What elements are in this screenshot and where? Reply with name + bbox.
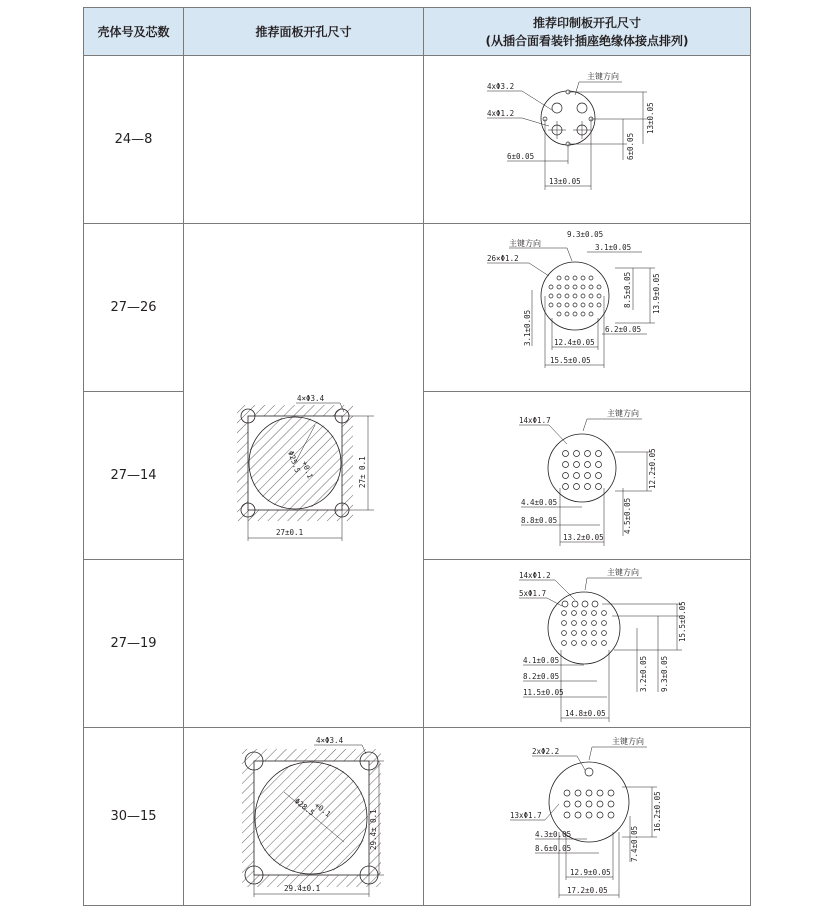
pin-hole	[573, 294, 577, 298]
dim-2: 4.1±0.05	[523, 655, 560, 665]
dim-v1: 13±0.05	[646, 101, 655, 134]
header-row	[84, 8, 751, 56]
row-24-8	[84, 56, 751, 224]
pin-hole	[564, 801, 570, 807]
pin-hole	[602, 610, 607, 615]
pin-hole	[597, 801, 603, 807]
pcb-drawing-27-19	[437, 564, 737, 724]
holes-label-a: 2xΦ2.2	[532, 746, 560, 756]
dim-8: 15.5±0.05	[550, 355, 591, 365]
pin-hole	[575, 801, 581, 807]
pcb-27-26	[424, 224, 751, 392]
pin-hole	[574, 461, 580, 467]
pin-hole	[572, 601, 578, 607]
pin-hole	[596, 450, 602, 456]
pin-hole	[592, 620, 597, 625]
dim-3: 8.2±0.05	[523, 671, 560, 681]
dim-6: 9.3±0.05	[660, 655, 669, 692]
holes-label-b: 5xΦ1.7	[519, 588, 547, 598]
pin-hole	[562, 630, 567, 635]
pin-hole	[574, 472, 580, 478]
pin-hole	[608, 790, 614, 796]
panel-30	[184, 728, 424, 906]
pcb-27-14	[424, 392, 751, 560]
pin-hole	[585, 461, 591, 467]
dim-4: 11.5±0.05	[523, 687, 564, 697]
panel-dia: Φ25.5	[285, 449, 302, 474]
pin-hole	[573, 312, 577, 316]
pin-hole	[574, 450, 580, 456]
header-pcb-line1: 推荐印制板开孔尺寸	[532, 15, 641, 30]
pin-hole	[582, 620, 587, 625]
pin-hole	[572, 620, 577, 625]
panel-drawing-27	[234, 393, 374, 556]
dim-7: 14.8±0.05	[565, 708, 606, 718]
pin-hole	[575, 790, 581, 796]
dim-5: 12.9±0.05	[570, 867, 611, 877]
pcb-30-15	[424, 728, 751, 906]
pin-hole	[581, 276, 585, 280]
dim-1: 15.5±0.05	[678, 600, 687, 642]
pin-hole	[572, 610, 577, 615]
pin-hole	[549, 294, 553, 298]
dim-4: 4.5±0.05	[623, 497, 632, 534]
header-model: 壳体号及芯数	[84, 8, 184, 56]
dim-5: 13.2±0.05	[563, 532, 604, 542]
dim-2: 3.1±0.05	[595, 242, 632, 252]
pin-hole	[557, 312, 561, 316]
panel-holes-label: 4×Φ3.4	[296, 393, 324, 403]
pin-hole	[582, 601, 588, 607]
pin-hole	[596, 472, 602, 478]
panel-holes-label: 4×Φ3.4	[315, 735, 343, 745]
pin-hole	[572, 630, 577, 635]
panel-dia: Φ28.5	[292, 795, 316, 817]
dim-5: 3.2±0.05	[639, 655, 648, 692]
key-direction-label: 主键方向	[607, 567, 639, 577]
holes-label-b: 4xΦ1.2	[487, 108, 515, 118]
connector-outline	[548, 434, 616, 502]
pin-hole	[549, 285, 553, 289]
pin-hole	[586, 812, 592, 818]
pin-hole	[581, 312, 585, 316]
pin-hole	[562, 620, 567, 625]
pin-hole	[564, 812, 570, 818]
pin-hole	[573, 285, 577, 289]
spec-table	[83, 7, 751, 906]
panel-dia-tol: +0.1	[312, 799, 333, 819]
pin-hole	[586, 801, 592, 807]
pin-hole	[565, 276, 569, 280]
panel-w: 27±0.1	[275, 527, 303, 537]
pin-hole	[565, 312, 569, 316]
holes-label-b: 13xΦ1.7	[510, 810, 542, 820]
model-24-8: 24—8	[84, 56, 184, 224]
dim-4: 13.9±0.05	[652, 272, 661, 314]
row-30-15	[84, 728, 751, 906]
pcb-27-19	[424, 560, 751, 728]
header-pcb-line2: (从插合面看装针插座绝缘体接点排列)	[485, 33, 689, 48]
pin-hole	[563, 483, 569, 489]
dim-1: 9.3±0.05	[567, 229, 604, 239]
pin-hole	[562, 640, 567, 645]
pin-hole	[564, 790, 570, 796]
pin-hole	[597, 294, 601, 298]
model-30-15: 30—15	[84, 728, 184, 906]
header-panel: 推荐面板开孔尺寸	[184, 8, 424, 56]
panel-drawing-30	[224, 732, 384, 902]
holes-label-a: 14xΦ1.2	[519, 570, 551, 580]
dim-6: 17.2±0.05	[567, 885, 608, 895]
pin-hole	[565, 303, 569, 307]
pin-hole	[562, 601, 568, 607]
pin-hole	[562, 610, 567, 615]
pin-hole	[575, 812, 581, 818]
dim-3: 8.6±0.05	[535, 843, 572, 853]
model-27-26: 27—26	[84, 224, 184, 392]
pin-hole	[589, 294, 593, 298]
dim-3: 8.8±0.05	[521, 515, 558, 525]
pin-hole	[602, 620, 607, 625]
dim-v2: 6±0.05	[626, 132, 635, 160]
holes-label: 26×Φ1.2	[487, 253, 519, 263]
dim-7: 12.4±0.05	[554, 337, 595, 347]
pin-hole	[581, 294, 585, 298]
model-27-19: 27—19	[84, 560, 184, 728]
key-direction-label: 主键方向	[509, 238, 541, 248]
pin-hole	[573, 303, 577, 307]
pin-hole	[582, 630, 587, 635]
dim-1: 16.2±0.05	[653, 790, 662, 832]
panel-empty	[184, 56, 424, 224]
pin-hole	[602, 640, 607, 645]
pcb-24-8	[424, 56, 751, 224]
dim-2: 4.3±0.05	[535, 829, 572, 839]
pin-hole	[589, 312, 593, 316]
pin-hole	[565, 294, 569, 298]
pin-hole	[592, 640, 597, 645]
pin-hole	[589, 276, 593, 280]
pin-hole	[597, 790, 603, 796]
pin-hole	[581, 303, 585, 307]
pin-hole	[563, 450, 569, 456]
pin-hole	[592, 601, 598, 607]
pin-hole	[608, 812, 614, 818]
pin-hole	[565, 285, 569, 289]
dim-1: 12.2±0.05	[648, 447, 657, 489]
pin-hole	[592, 610, 597, 615]
connector-outline	[541, 91, 595, 145]
pin-hole	[592, 630, 597, 635]
key-direction-label: 主键方向	[612, 736, 644, 746]
pin-hole	[549, 303, 553, 307]
pin-hole	[597, 812, 603, 818]
pin-hole	[602, 630, 607, 635]
pin-hole	[557, 276, 561, 280]
holes-label-a: 4xΦ3.2	[487, 81, 515, 91]
pin-hole	[557, 285, 561, 289]
row-27-26	[84, 224, 751, 392]
pcb-drawing-27-14	[437, 396, 737, 556]
dim-6: 3.1±0.05	[523, 309, 532, 346]
pin-hole	[582, 610, 587, 615]
dim-5: 6.2±0.05	[605, 324, 642, 334]
dim-h2: 13±0.05	[549, 176, 581, 186]
pin-hole	[597, 285, 601, 289]
panel-dia-tol: +0.1	[299, 459, 315, 480]
model-27-14: 27—14	[84, 392, 184, 560]
pin-hole	[573, 276, 577, 280]
pcb-drawing-30-15	[437, 732, 737, 902]
dim-h1: 6±0.05	[507, 151, 535, 161]
pin-hole	[596, 483, 602, 489]
pin-hole	[581, 285, 585, 289]
header-pcb	[424, 8, 751, 56]
dim-3: 8.5±0.05	[623, 271, 632, 308]
pin-hole	[586, 790, 592, 796]
key-direction-label: 主键方向	[607, 408, 639, 418]
pin-hole	[557, 303, 561, 307]
panel-h: 29.4± 0.1	[368, 808, 378, 850]
pin-hole	[557, 294, 561, 298]
pin-hole	[563, 461, 569, 467]
pin-hole	[585, 450, 591, 456]
dim-2: 4.4±0.05	[521, 497, 558, 507]
dim-4: 7.4±0.05	[630, 825, 639, 862]
pin-hole	[585, 472, 591, 478]
pcb-drawing-24-8	[437, 60, 737, 220]
pin-hole	[589, 285, 593, 289]
panel-27	[184, 224, 424, 728]
pin-hole	[589, 303, 593, 307]
pin-hole	[582, 640, 587, 645]
panel-h: 27± 0.1	[357, 455, 367, 488]
pin-hole	[572, 640, 577, 645]
holes-label: 14xΦ1.7	[519, 415, 551, 425]
pin-hole	[585, 768, 593, 776]
pcb-drawing-27-26	[437, 228, 737, 388]
pin-hole	[608, 801, 614, 807]
key-direction-label: 主键方向	[587, 71, 619, 81]
pin-hole	[597, 303, 601, 307]
pin-hole	[596, 461, 602, 467]
pin-hole	[585, 483, 591, 489]
pin-hole	[574, 483, 580, 489]
pin-hole	[563, 472, 569, 478]
panel-w: 29.4±0.1	[283, 883, 320, 893]
